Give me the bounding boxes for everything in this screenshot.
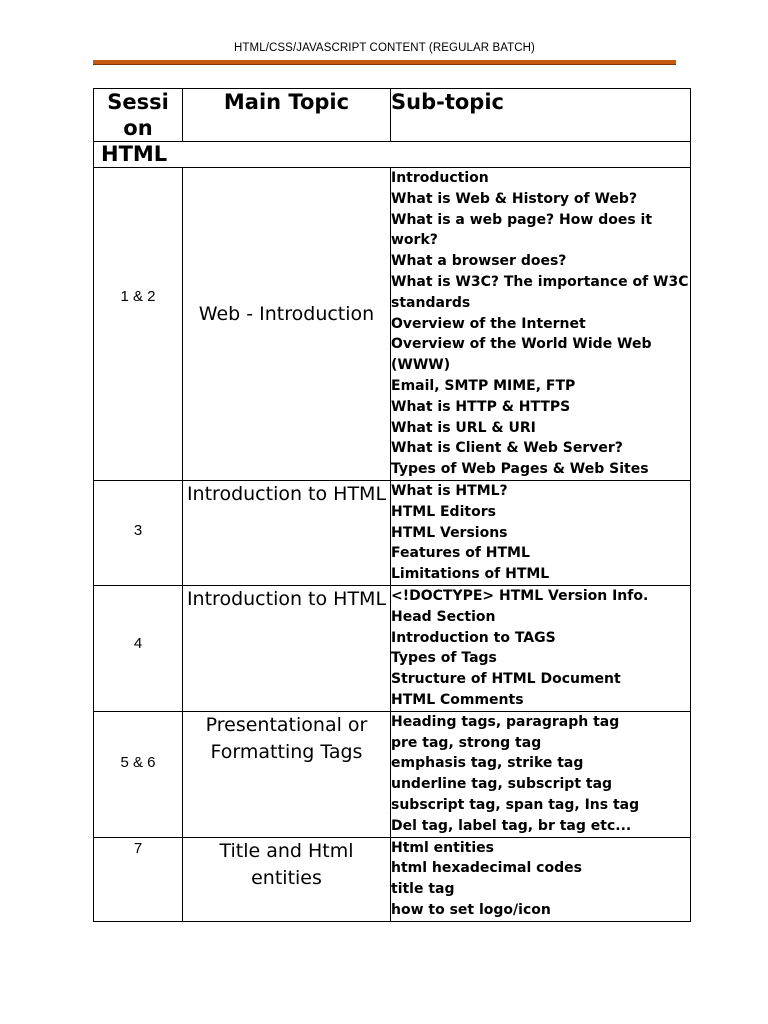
- header-row: [94, 89, 691, 142]
- header-rule: [93, 60, 676, 65]
- section-row: [94, 142, 691, 168]
- subtopic-item: Overview of the Internet: [391, 315, 586, 332]
- subtopic-item: What is URL & URI: [391, 419, 536, 436]
- subtopic-item: how to set logo/icon: [391, 901, 551, 918]
- subtopic-item: What is Web & History of Web?: [391, 190, 638, 207]
- subtopic-item: Limitations of HTML: [391, 566, 550, 583]
- col-header-session-line1: Sessi: [107, 90, 169, 114]
- subtopic-item: Overview of the World Wide Web (WWW): [391, 336, 652, 374]
- subtopic-item: emphasis tag, strike tag: [391, 755, 584, 772]
- topic-cell: [183, 168, 391, 481]
- col-header-session: [94, 89, 183, 142]
- subtopic-item: What is a web page? How does it work?: [391, 211, 653, 249]
- subtopic-item: Introduction: [391, 170, 489, 186]
- subtopics-cell: [391, 837, 691, 921]
- topic-label: Introduction to HTML: [186, 587, 387, 610]
- subtopics-cell: [391, 585, 691, 711]
- subtopic-item: HTML Comments: [391, 691, 524, 708]
- subtopic-item: <!DOCTYPE> HTML Version Info.: [391, 587, 649, 604]
- subtopic-item: Head Section: [391, 608, 496, 625]
- subtopic-item: Introduction to TAGS: [391, 629, 556, 646]
- subtopic-item: What a browser does?: [391, 253, 567, 270]
- subtopic-item: pre tag, strong tag: [391, 734, 542, 751]
- topic-label: Introduction to HTML: [186, 482, 387, 505]
- topic-cell: [183, 480, 391, 585]
- session-number: 7: [133, 839, 143, 857]
- section-label: HTML: [101, 142, 168, 166]
- session-cell: [94, 585, 183, 711]
- subtopic-item: Features of HTML: [391, 545, 530, 562]
- subtopic-item: Heading tags, paragraph tag: [391, 713, 620, 730]
- subtopics-cell: [391, 168, 691, 481]
- subtopic-item: HTML Editors: [391, 503, 496, 520]
- subtopic-item: Structure of HTML Document: [391, 671, 621, 688]
- topic-cell: [183, 585, 391, 711]
- session-number: 4: [133, 634, 143, 652]
- table-row: [94, 480, 691, 585]
- subtopic-item: Types of Web Pages & Web Sites: [391, 461, 649, 478]
- section-cell: [94, 142, 691, 168]
- subtopic-item: What is W3C? The importance of W3C standards: [391, 273, 689, 311]
- subtopic-item: Email, SMTP MIME, FTP: [391, 377, 576, 394]
- syllabus-table: [93, 88, 691, 922]
- subtopic-item: Types of Tags: [391, 650, 497, 667]
- subtopic-item: Del tag, label tag, br tag etc...: [391, 817, 632, 834]
- topic-cell: [183, 711, 391, 837]
- table-row: [94, 711, 691, 837]
- subtopic-item: What is HTML?: [391, 482, 508, 499]
- col-header-main-topic: Main Topic: [183, 89, 391, 142]
- subtopic-item: What is Client & Web Server?: [391, 440, 623, 457]
- session-cell: [94, 711, 183, 837]
- subtopics-cell: [391, 480, 691, 585]
- page-header-title: HTML/CSS/JAVASCRIPT CONTENT (REGULAR BATCH): [234, 42, 535, 54]
- session-cell: [94, 837, 183, 921]
- subtopic-item: What is HTTP & HTTPS: [391, 398, 571, 415]
- topic-cell: [183, 837, 391, 921]
- topic-label: Title and Html entities: [219, 839, 354, 889]
- subtopics-cell: [391, 711, 691, 837]
- table-row: [94, 837, 691, 921]
- col-header-sub-topic: Sub-topic: [391, 89, 691, 142]
- session-cell: [94, 168, 183, 481]
- subtopic-item: subscript tag, span tag, Ins tag: [391, 796, 640, 813]
- subtopic-item: Html entities: [391, 839, 494, 856]
- subtopic-item: html hexadecimal codes: [391, 860, 582, 877]
- subtopic-item: title tag: [391, 881, 455, 898]
- session-number: 3: [133, 521, 143, 539]
- topic-label: Web - Introduction: [198, 303, 375, 325]
- session-cell: [94, 480, 183, 585]
- subtopic-item: underline tag, subscript tag: [391, 776, 613, 793]
- col-header-session-line2: on: [123, 116, 153, 140]
- subtopic-item: HTML Versions: [391, 524, 508, 541]
- session-number: 1 & 2: [120, 288, 156, 305]
- session-number: 5 & 6: [120, 753, 156, 771]
- table-row: [94, 168, 691, 481]
- table-row: [94, 585, 691, 711]
- topic-label: Presentational or Formatting Tags: [205, 713, 368, 763]
